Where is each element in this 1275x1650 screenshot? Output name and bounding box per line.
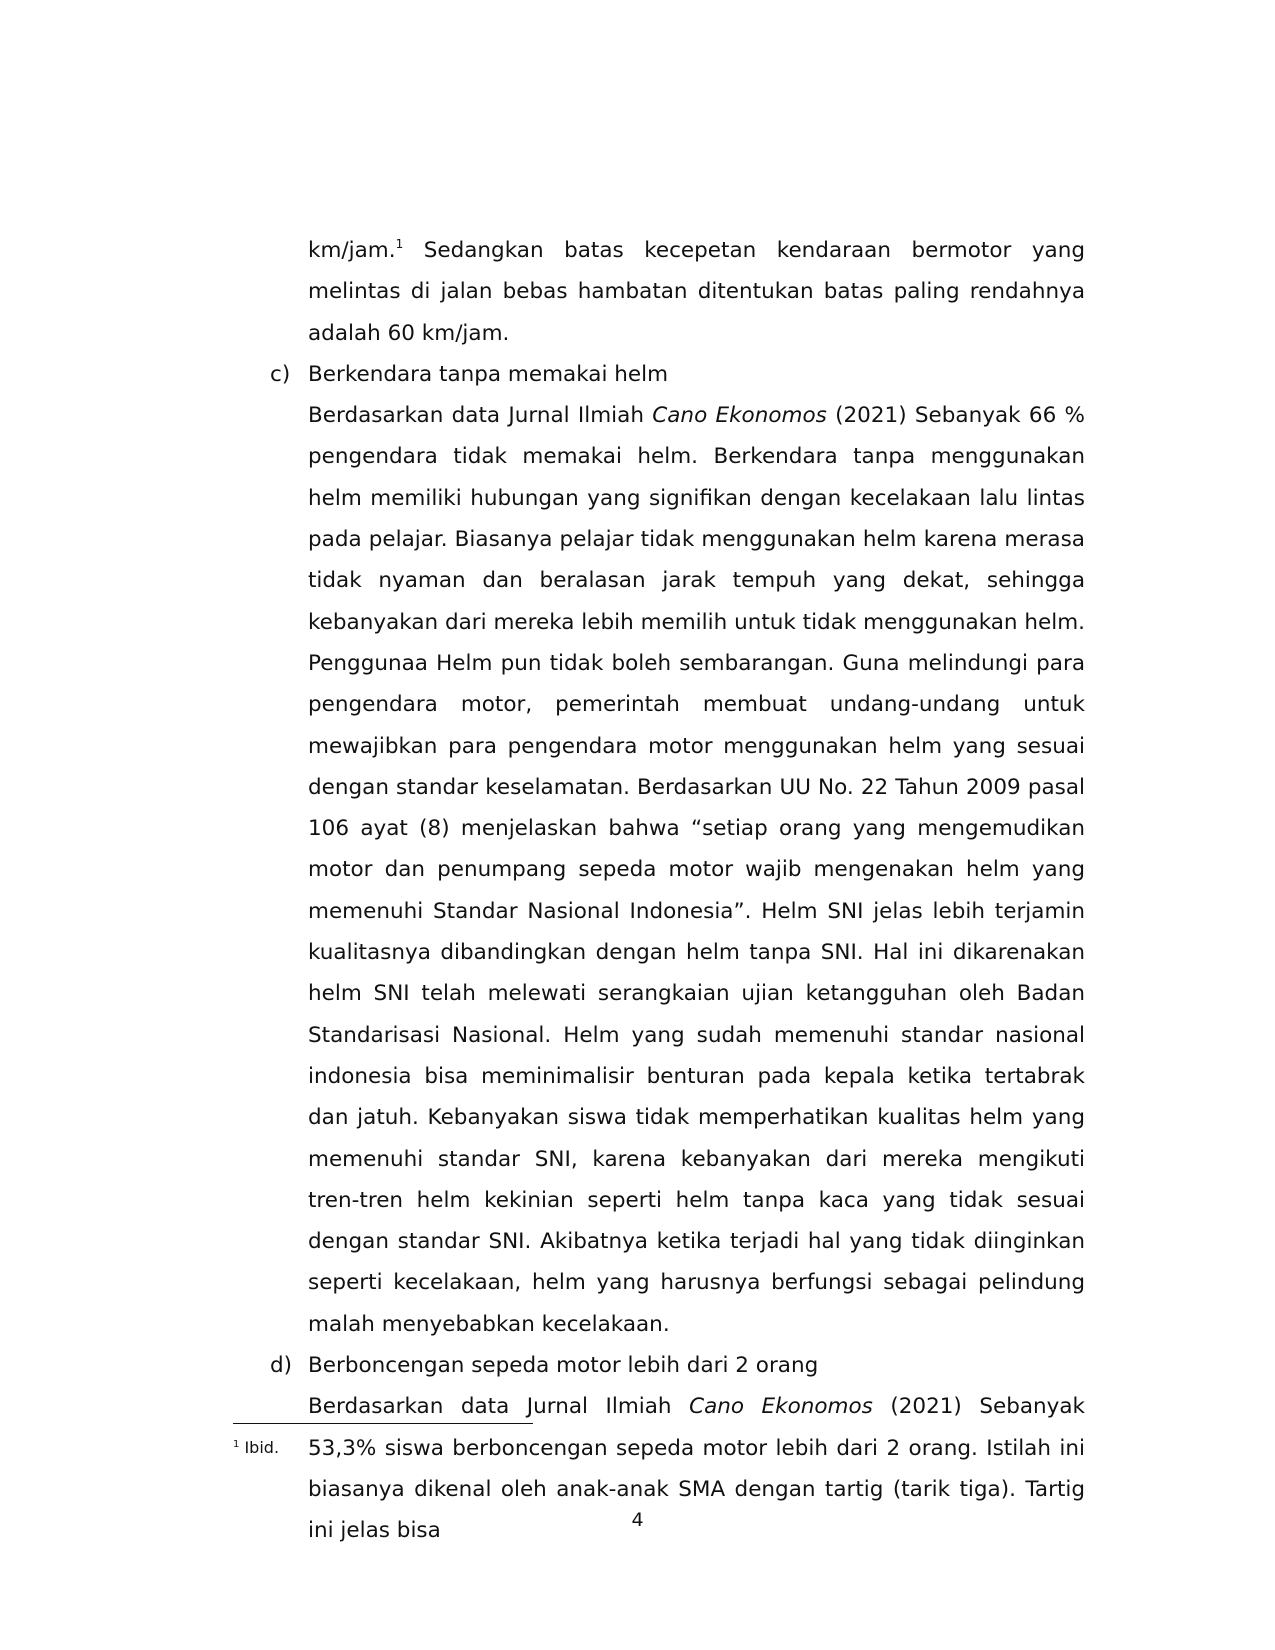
list-item-d-title: Berboncengan sepeda motor lebih dari 2 orang	[308, 1353, 819, 1379]
footnote-separator	[233, 1423, 533, 1424]
list-item-c-title: Berkendara tanpa memakai helm	[308, 361, 669, 387]
list-item-c-paragraph	[308, 395, 1085, 1345]
footnote	[233, 1438, 279, 1458]
journal-title: Cano Ekonomos	[689, 1394, 873, 1420]
list-item-c-text-rest: (2021) Sebanyak 66 % pengendara tidak memakai helm. Berkendara tanpa menggunakan helm memiliki hubungan yang signifikan dengan kecelakaan lalu lintas pada pelajar. Biasanya pelajar tidak menggunakan helm karena merasa tidak nyaman dan beralasan jarak tempuh yang dekat, sehingga kebanyakan dari mereka lebih memilih untuk tidak menggunakan helm. Penggunaa Helm pun tidak boleh sembarangan. Guna melindungi para pengendara motor, pemerintah membuat undang-undang untuk mewajibkan para pengendara motor menggunakan helm yang sesuai dengan standar keselamatan. Berdasarkan UU No. 22 Tahun 2009 pasal 106 ayat (8) menjelaskan bahwa “setiap orang yang mengemudikan motor dan penumpang sepeda motor wajib mengenakan helm yang memenuhi Standar Nasional Indonesia”. Helm SNI jelas lebih terjamin kualitasnya dibandingkan dengan helm tanpa SNI. Hal ini dikarenakan helm SNI telah melewati serangkaian ujian ketangguhan oleh Badan Standarisasi Nasional. Helm yang sudah memenuhi standar nasional indonesia bisa meminimalisir benturan pada kepala ketika tertabrak dan jatuh. Kebanyakan siswa tidak memperhatikan kualitas helm yang memenuhi standar SNI, karena kebanyakan dari mereka mengikuti tren-tren helm kekinian seperti helm tanpa kaca yang tidak sesuai dengan standar SNI. Akibatnya ketika terjadi hal yang tidak diinginkan seperti kecelakaan, helm yang harusnya berfungsi sebagai pelindung malah menyebabkan kecelakaan.	[308, 403, 1086, 1337]
list-item-d-text-start: Berdasarkan data Jurnal Ilmiah	[308, 1394, 690, 1420]
journal-title: Cano Ekonomos	[652, 403, 827, 429]
page-number: 4	[631, 1509, 644, 1531]
footnote-number: 1	[233, 1439, 240, 1450]
list-item-c-text-start: Berdasarkan data Jurnal Ilmiah	[308, 403, 653, 429]
list-item-c-heading	[270, 354, 1085, 395]
list-item-d-text-rest: (2021) Sebanyak 53,3% siswa berboncengan sepeda motor lebih dari 2 orang. Istilah ini biasanya dikenal oleh anak-anak SMA dengan tartig (tarik tiga). Tartig ini jelas bisa	[308, 1394, 1085, 1544]
footnote-reference[interactable]: 1	[395, 237, 404, 251]
document-body	[270, 230, 1086, 1552]
list-marker-d: d)	[270, 1353, 293, 1379]
list-item-d-heading	[270, 1345, 1085, 1386]
intro-text-start: km/jam.	[308, 238, 396, 263]
list-marker-c: c)	[270, 361, 291, 387]
intro-paragraph	[308, 230, 1085, 354]
footnote-text: Ibid.	[239, 1438, 280, 1457]
intro-text-rest: Sedangkan batas kecepetan kendaraan bermotor yang melintas di jalan bebas hambatan ditentukan batas paling rendahnya adalah 60 km/jam.	[308, 238, 1085, 346]
